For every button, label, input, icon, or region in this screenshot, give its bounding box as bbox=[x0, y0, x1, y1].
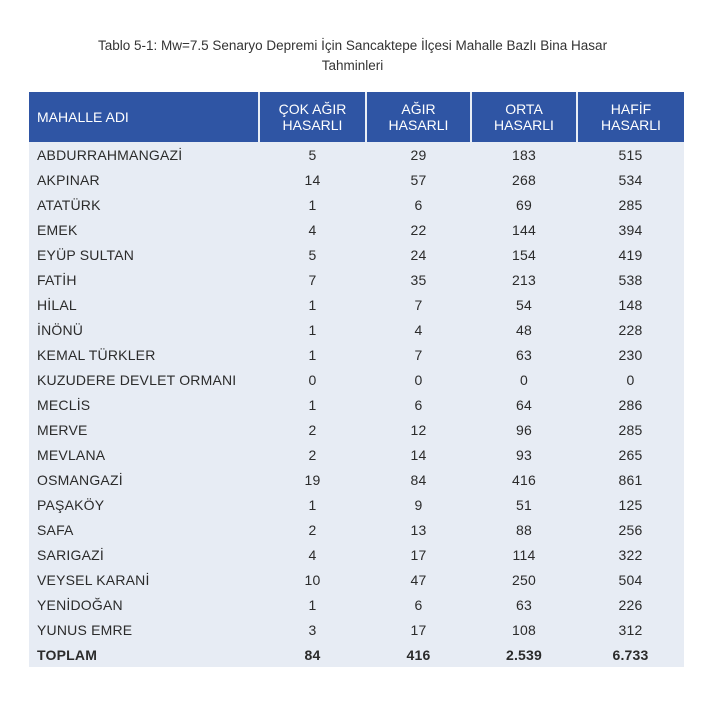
moderate-count-cell: 88 bbox=[471, 517, 577, 542]
table-row bbox=[29, 142, 684, 167]
heavy-count-cell: 22 bbox=[366, 217, 471, 242]
light-count-cell: 230 bbox=[577, 342, 684, 367]
very-heavy-count-cell: 3 bbox=[259, 617, 366, 642]
heavy-count-cell: 47 bbox=[366, 567, 471, 592]
neighborhood-name-cell: MECLİS bbox=[29, 392, 259, 417]
very-heavy-count-cell: 1 bbox=[259, 292, 366, 317]
table-row bbox=[29, 392, 684, 417]
light-count-cell: 285 bbox=[577, 192, 684, 217]
heavy-count-cell: 24 bbox=[366, 242, 471, 267]
moderate-count-cell: 250 bbox=[471, 567, 577, 592]
light-count-cell: 285 bbox=[577, 417, 684, 442]
heavy-count-cell: 13 bbox=[366, 517, 471, 542]
light-count-cell: 312 bbox=[577, 617, 684, 642]
table-body bbox=[29, 142, 684, 667]
moderate-count-cell: 183 bbox=[471, 142, 577, 167]
table-row bbox=[29, 242, 684, 267]
moderate-count-cell: 0 bbox=[471, 367, 577, 392]
heavy-count-cell: 6 bbox=[366, 392, 471, 417]
neighborhood-name-cell: KEMAL TÜRKLER bbox=[29, 342, 259, 367]
table-row bbox=[29, 417, 684, 442]
light-count-cell: 286 bbox=[577, 392, 684, 417]
very-heavy-count-cell: 1 bbox=[259, 492, 366, 517]
moderate-count-cell: 144 bbox=[471, 217, 577, 242]
total-heavy-count-cell: 416 bbox=[366, 642, 471, 667]
heavy-count-cell: 17 bbox=[366, 542, 471, 567]
neighborhood-name-cell: ABDURRAHMANGAZİ bbox=[29, 142, 259, 167]
heavy-count-cell: 0 bbox=[366, 367, 471, 392]
heavy-count-cell: 4 bbox=[366, 317, 471, 342]
neighborhood-name-cell: FATİH bbox=[29, 267, 259, 292]
caption-line-2: Tahminleri bbox=[321, 58, 384, 73]
moderate-count-cell: 416 bbox=[471, 467, 577, 492]
light-count-cell: 125 bbox=[577, 492, 684, 517]
total-light-count-cell: 6.733 bbox=[577, 642, 684, 667]
neighborhood-name-cell: İNÖNÜ bbox=[29, 317, 259, 342]
total-label-cell: TOPLAM bbox=[29, 642, 259, 667]
light-count-cell: 0 bbox=[577, 367, 684, 392]
very-heavy-count-cell: 1 bbox=[259, 317, 366, 342]
heavy-count-cell: 7 bbox=[366, 292, 471, 317]
moderate-count-cell: 48 bbox=[471, 317, 577, 342]
light-count-cell: 148 bbox=[577, 292, 684, 317]
table-row bbox=[29, 292, 684, 317]
caption-line-1: Tablo 5-1: Mw=7.5 Senaryo Depremi İçin Sancaktepe İlçesi Mahalle Bazlı Bina Hasar bbox=[97, 38, 608, 53]
moderate-count-cell: 54 bbox=[471, 292, 577, 317]
light-count-cell: 534 bbox=[577, 167, 684, 192]
heavy-count-cell: 9 bbox=[366, 492, 471, 517]
neighborhood-name-cell: HİLAL bbox=[29, 292, 259, 317]
very-heavy-count-cell: 2 bbox=[259, 417, 366, 442]
very-heavy-count-cell: 10 bbox=[259, 567, 366, 592]
neighborhood-name-cell: VEYSEL KARANİ bbox=[29, 567, 259, 592]
moderate-count-cell: 213 bbox=[471, 267, 577, 292]
very-heavy-count-cell: 1 bbox=[259, 392, 366, 417]
neighborhood-name-cell: SAFA bbox=[29, 517, 259, 542]
table-row bbox=[29, 442, 684, 467]
light-count-cell: 504 bbox=[577, 567, 684, 592]
heavy-count-cell: 84 bbox=[366, 467, 471, 492]
heavy-count-cell: 12 bbox=[366, 417, 471, 442]
heavy-count-cell: 14 bbox=[366, 442, 471, 467]
moderate-count-cell: 96 bbox=[471, 417, 577, 442]
heavy-count-cell: 35 bbox=[366, 267, 471, 292]
table-row bbox=[29, 367, 684, 392]
table-row bbox=[29, 317, 684, 342]
very-heavy-count-cell: 2 bbox=[259, 517, 366, 542]
moderate-count-cell: 51 bbox=[471, 492, 577, 517]
neighborhood-name-cell: OSMANGAZİ bbox=[29, 467, 259, 492]
table-row bbox=[29, 567, 684, 592]
heavy-count-cell: 57 bbox=[366, 167, 471, 192]
moderate-count-cell: 154 bbox=[471, 242, 577, 267]
very-heavy-count-cell: 4 bbox=[259, 217, 366, 242]
very-heavy-count-cell: 5 bbox=[259, 142, 366, 167]
light-count-cell: 515 bbox=[577, 142, 684, 167]
table-row bbox=[29, 342, 684, 367]
moderate-count-cell: 69 bbox=[471, 192, 577, 217]
light-count-cell: 265 bbox=[577, 442, 684, 467]
moderate-count-cell: 63 bbox=[471, 592, 577, 617]
moderate-count-cell: 93 bbox=[471, 442, 577, 467]
table-row bbox=[29, 217, 684, 242]
very-heavy-count-cell: 0 bbox=[259, 367, 366, 392]
neighborhood-name-cell: YENİDOĞAN bbox=[29, 592, 259, 617]
very-heavy-count-cell: 2 bbox=[259, 442, 366, 467]
header-very-heavy-damage: ÇOK AĞIR HASARLI bbox=[259, 92, 366, 142]
heavy-count-cell: 7 bbox=[366, 342, 471, 367]
heavy-count-cell: 17 bbox=[366, 617, 471, 642]
table-row bbox=[29, 517, 684, 542]
neighborhood-name-cell: MEVLANA bbox=[29, 442, 259, 467]
light-count-cell: 226 bbox=[577, 592, 684, 617]
moderate-count-cell: 64 bbox=[471, 392, 577, 417]
very-heavy-count-cell: 4 bbox=[259, 542, 366, 567]
table-row bbox=[29, 167, 684, 192]
table-row bbox=[29, 592, 684, 617]
neighborhood-name-cell: SARIGAZİ bbox=[29, 542, 259, 567]
header-light-damage: HAFİF HASARLI bbox=[577, 92, 684, 142]
very-heavy-count-cell: 1 bbox=[259, 592, 366, 617]
table-row bbox=[29, 192, 684, 217]
table-total-row bbox=[29, 642, 684, 667]
very-heavy-count-cell: 1 bbox=[259, 192, 366, 217]
light-count-cell: 322 bbox=[577, 542, 684, 567]
light-count-cell: 538 bbox=[577, 267, 684, 292]
light-count-cell: 256 bbox=[577, 517, 684, 542]
header-neighborhood: MAHALLE ADI bbox=[29, 92, 259, 142]
table-row bbox=[29, 617, 684, 642]
table-caption bbox=[0, 36, 705, 76]
moderate-count-cell: 108 bbox=[471, 617, 577, 642]
very-heavy-count-cell: 5 bbox=[259, 242, 366, 267]
very-heavy-count-cell: 14 bbox=[259, 167, 366, 192]
moderate-count-cell: 268 bbox=[471, 167, 577, 192]
light-count-cell: 228 bbox=[577, 317, 684, 342]
heavy-count-cell: 29 bbox=[366, 142, 471, 167]
light-count-cell: 861 bbox=[577, 467, 684, 492]
heavy-count-cell: 6 bbox=[366, 592, 471, 617]
light-count-cell: 394 bbox=[577, 217, 684, 242]
very-heavy-count-cell: 1 bbox=[259, 342, 366, 367]
table-row bbox=[29, 267, 684, 292]
table-row bbox=[29, 492, 684, 517]
neighborhood-name-cell: EMEK bbox=[29, 217, 259, 242]
neighborhood-name-cell: KUZUDERE DEVLET ORMANI bbox=[29, 367, 259, 392]
header-heavy-damage: AĞIR HASARLI bbox=[366, 92, 471, 142]
header-moderate-damage: ORTA HASARLI bbox=[471, 92, 577, 142]
very-heavy-count-cell: 7 bbox=[259, 267, 366, 292]
neighborhood-name-cell: YUNUS EMRE bbox=[29, 617, 259, 642]
moderate-count-cell: 114 bbox=[471, 542, 577, 567]
neighborhood-name-cell: PAŞAKÖY bbox=[29, 492, 259, 517]
light-count-cell: 419 bbox=[577, 242, 684, 267]
total-very-heavy-count-cell: 84 bbox=[259, 642, 366, 667]
very-heavy-count-cell: 19 bbox=[259, 467, 366, 492]
neighborhood-name-cell: EYÜP SULTAN bbox=[29, 242, 259, 267]
table-row bbox=[29, 542, 684, 567]
neighborhood-name-cell: MERVE bbox=[29, 417, 259, 442]
heavy-count-cell: 6 bbox=[366, 192, 471, 217]
moderate-count-cell: 63 bbox=[471, 342, 577, 367]
neighborhood-name-cell: AKPINAR bbox=[29, 167, 259, 192]
table-header-row bbox=[29, 92, 684, 142]
neighborhood-name-cell: ATATÜRK bbox=[29, 192, 259, 217]
table-row bbox=[29, 467, 684, 492]
total-moderate-count-cell: 2.539 bbox=[471, 642, 577, 667]
damage-estimate-table bbox=[29, 92, 684, 667]
